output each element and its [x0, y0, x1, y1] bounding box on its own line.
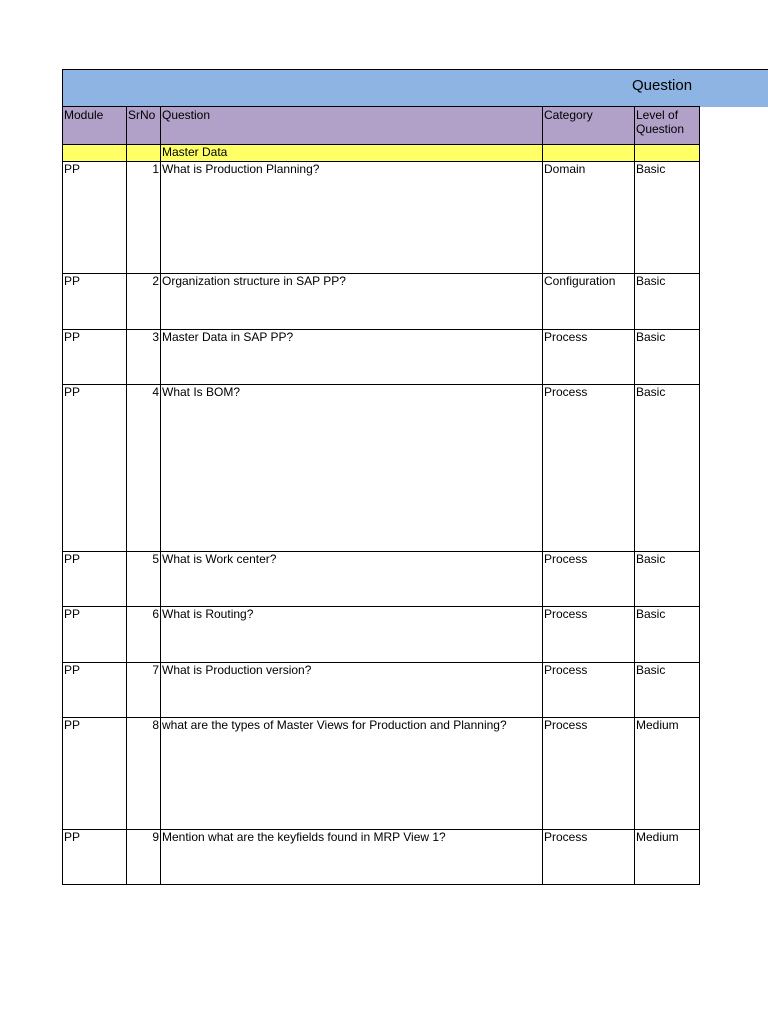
- cell-category: Process: [543, 607, 635, 663]
- cell-module: PP: [63, 552, 127, 607]
- cell-category: Process: [543, 830, 635, 885]
- banner-title: Question: [632, 77, 693, 94]
- cell-module: PP: [63, 663, 127, 718]
- cell-level: Basic: [635, 607, 700, 663]
- table-row: [63, 552, 700, 607]
- cell-category: Process: [543, 552, 635, 607]
- cell-module: PP: [63, 718, 127, 830]
- table-row: [63, 607, 700, 663]
- table-row: [63, 385, 700, 552]
- header-question: Question: [161, 107, 543, 145]
- cell-level: Basic: [635, 162, 700, 274]
- cell-module: PP: [63, 830, 127, 885]
- cell-srno: 9: [127, 830, 161, 885]
- section-cell-empty: [63, 145, 127, 162]
- section-cell-empty: [127, 145, 161, 162]
- cell-module: PP: [63, 162, 127, 274]
- cell-question: What Is BOM?: [161, 385, 543, 552]
- cell-srno: 4: [127, 385, 161, 552]
- cell-srno: 7: [127, 663, 161, 718]
- question-table-wrap: [62, 106, 700, 885]
- cell-question: What is Production version?: [161, 663, 543, 718]
- cell-question: what are the types of Master Views for Production and Planning?: [161, 718, 543, 830]
- section-row: [63, 145, 700, 162]
- cell-question: What is Production Planning?: [161, 162, 543, 274]
- cell-module: PP: [63, 330, 127, 385]
- cell-module: PP: [63, 607, 127, 663]
- section-cell-empty: [635, 145, 700, 162]
- table-row: [63, 718, 700, 830]
- table-row: [63, 274, 700, 330]
- cell-srno: 1: [127, 162, 161, 274]
- header-module: Module: [63, 107, 127, 145]
- cell-srno: 6: [127, 607, 161, 663]
- question-table: [62, 106, 700, 885]
- section-cell-empty: [543, 145, 635, 162]
- cell-question: Organization structure in SAP PP?: [161, 274, 543, 330]
- cell-level: Medium: [635, 718, 700, 830]
- cell-srno: 3: [127, 330, 161, 385]
- cell-srno: 5: [127, 552, 161, 607]
- cell-level: Basic: [635, 330, 700, 385]
- header-category: Category: [543, 107, 635, 145]
- cell-category: Domain: [543, 162, 635, 274]
- section-label: Master Data: [161, 145, 543, 162]
- cell-question: Mention what are the keyfields found in MRP View 1?: [161, 830, 543, 885]
- cell-srno: 8: [127, 718, 161, 830]
- cell-category: Process: [543, 663, 635, 718]
- cell-category: Process: [543, 718, 635, 830]
- header-srno: SrNo: [127, 107, 161, 145]
- cell-level: Basic: [635, 552, 700, 607]
- header-level: Level of Question: [635, 107, 700, 145]
- cell-question: Master Data in SAP PP?: [161, 330, 543, 385]
- cell-level: Medium: [635, 830, 700, 885]
- cell-level: Basic: [635, 385, 700, 552]
- cell-module: PP: [63, 274, 127, 330]
- cell-module: PP: [63, 385, 127, 552]
- cell-question: What is Routing?: [161, 607, 543, 663]
- table-row: [63, 830, 700, 885]
- table-row: [63, 162, 700, 274]
- header-row: [63, 107, 700, 145]
- table-row: [63, 663, 700, 718]
- cell-category: Process: [543, 385, 635, 552]
- cell-srno: 2: [127, 274, 161, 330]
- cell-question: What is Work center?: [161, 552, 543, 607]
- table-row: [63, 330, 700, 385]
- cell-level: Basic: [635, 663, 700, 718]
- cell-level: Basic: [635, 274, 700, 330]
- cell-category: Process: [543, 330, 635, 385]
- cell-category: Configuration: [543, 274, 635, 330]
